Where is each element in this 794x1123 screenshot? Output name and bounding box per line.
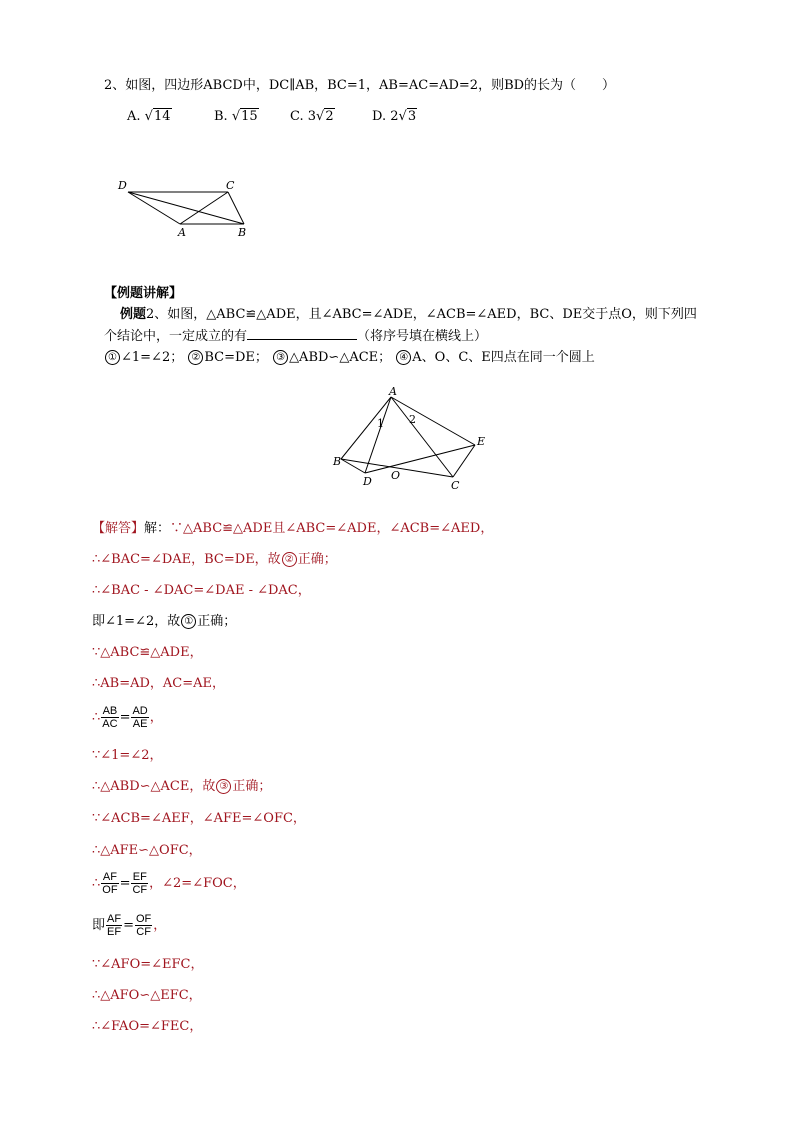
solution-line-3: ∴∠BAC - ∠DAC=∠DAE - ∠DAC， bbox=[92, 583, 311, 598]
solution-line-13: 即 $\frac{AF}{EF}$ = $\frac{OF}{CF}$ ， bbox=[92, 913, 167, 938]
option-a: A. √14 bbox=[127, 109, 171, 124]
problem-2-question: 2、如图，四边形ABCD中，DC∥AB，BC=1，AB=AC=AD=2，则BD的长为（ ） bbox=[104, 78, 616, 93]
sqrt-symbol: √15 bbox=[231, 109, 258, 124]
label-c: C bbox=[451, 479, 460, 492]
solution-line-15: ∴△AFO∽△EFC， bbox=[92, 988, 202, 1003]
solution-line-14: ∵∠AFO=∠EFC， bbox=[92, 957, 204, 972]
solution-line-1: 【解答】解：∵△ABC≌△ADE且∠ABC=∠ADE，∠ACB=∠AED， bbox=[92, 521, 494, 536]
example-line-3: ① ∠1=∠2； ② BC=DE； ③ △ABD∽△ACE； ④ A、O、C、E四点在同一个圆上 bbox=[104, 349, 595, 367]
option-d: D. 2√3 bbox=[372, 109, 417, 124]
label-a: A bbox=[178, 226, 186, 239]
label-d: D bbox=[363, 475, 372, 488]
option-b: B. √15 bbox=[214, 109, 258, 124]
solution-line-2: ∴∠BAC=∠DAE，BC=DE，故 ② 正确； bbox=[92, 552, 337, 567]
solution-line-16: ∴∠FAO=∠FEC， bbox=[92, 1019, 203, 1034]
section-title: 【例题讲解】 bbox=[104, 286, 183, 301]
solution-line-6: ∴AB=AD，AC=AE， bbox=[92, 676, 226, 691]
label-c: C bbox=[226, 179, 235, 192]
solution-line-11: ∴△AFE∽△OFC， bbox=[92, 843, 202, 858]
solution-line-8: ∵∠1=∠2， bbox=[92, 748, 163, 763]
solution-line-4: 即∠1=∠2，故 ① 正确； bbox=[92, 614, 237, 629]
option-c: C. 3√2 bbox=[290, 109, 334, 124]
solution-line-12: ∴ $\frac{AF}{OF}$ = $\frac{EF}{CF}$ ，∠2=∠FOC， bbox=[92, 871, 246, 896]
label-e: E bbox=[477, 435, 486, 448]
label-b: B bbox=[238, 226, 247, 239]
example-line-2: 个结论中，一定成立的有 （将序号填在横线上） bbox=[104, 329, 488, 344]
sqrt-symbol: √2 bbox=[316, 109, 334, 124]
example-line-1: 例题2、如图，△ABC≌△ADE，且∠ABC=∠ADE，∠ACB=∠AED，BC、DE交于点O，则下列四 bbox=[120, 307, 697, 322]
sqrt-symbol: √14 bbox=[144, 109, 171, 124]
solution-line-5: ∵△ABC≌△ADE， bbox=[92, 645, 203, 660]
label-angle-1: 1 bbox=[377, 417, 384, 430]
solution-line-10: ∵∠ACB=∠AEF，∠AFE=∠OFC， bbox=[92, 811, 306, 826]
quadrilateral-figure bbox=[110, 174, 270, 244]
label-d: D bbox=[118, 179, 127, 192]
label-angle-2: 2 bbox=[409, 413, 416, 426]
answer-blank bbox=[247, 327, 357, 340]
label-b: B bbox=[333, 455, 342, 468]
label-o: O bbox=[391, 469, 401, 482]
label-a: A bbox=[389, 385, 397, 398]
solution-line-9: ∴△ABD∽△ACE，故 ③ 正确； bbox=[92, 779, 272, 794]
solution-line-7: ∴ $\frac{AB}{AC}$ = $\frac{AD}{AE}$ ， bbox=[92, 705, 163, 730]
sqrt-symbol: √3 bbox=[398, 109, 417, 124]
triangles-figure bbox=[325, 383, 495, 493]
